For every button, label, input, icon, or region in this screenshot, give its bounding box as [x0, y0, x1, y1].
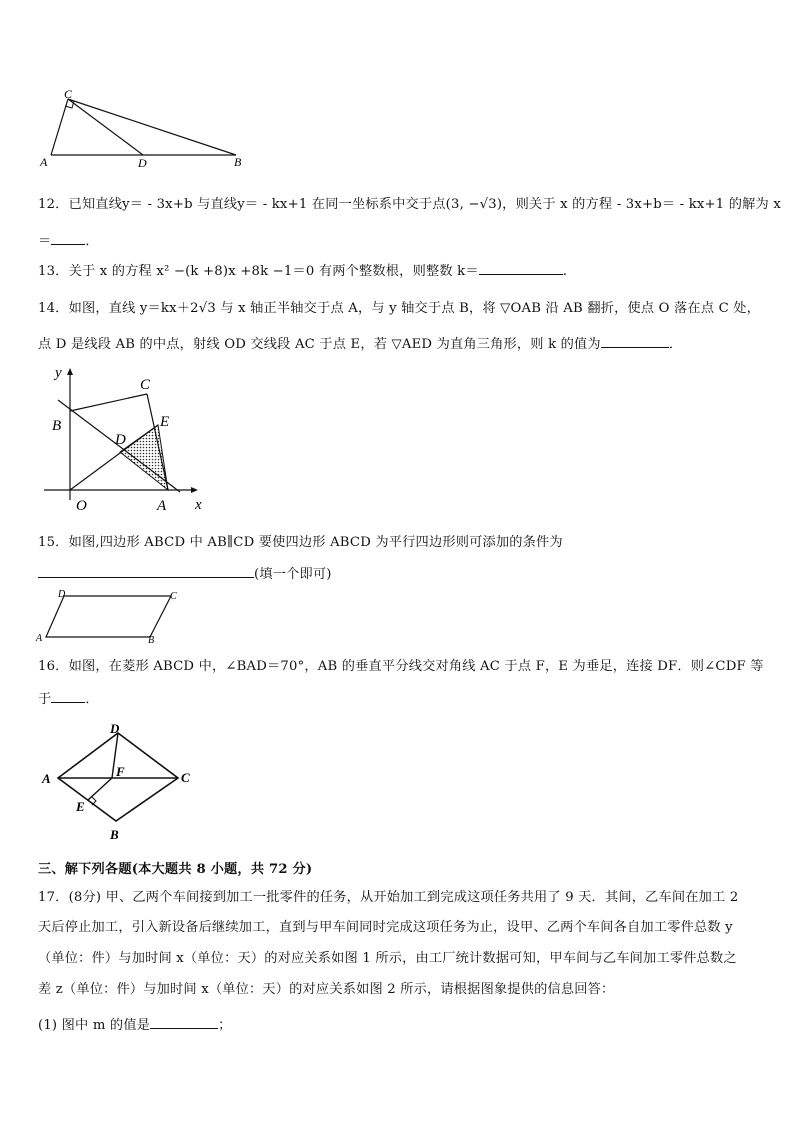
q16-text: 于: [38, 692, 52, 707]
label-b: B: [148, 635, 155, 646]
question-17-line-2: 天后停止加工，引入新设备后继续加工，直到与甲车间同时完成这项任务为止，设甲、乙两个车间各自加工零件总数 y: [38, 920, 733, 935]
q13-end: .: [562, 264, 568, 279]
coordinate-figure-q14: [40, 362, 220, 514]
triangle-figure-q11: [36, 86, 250, 172]
question-14-line-1: 14．如图，直线 y＝kx＋2√3 与 x 轴正半轴交于点 A，与 y 轴交于点 B，将 ▽OAB 沿 AB 翻折，使点 O 落在点 C 处，: [38, 301, 761, 316]
question-17-line-4: 差 z（单位：件）与加时间 x（单位：天）的对应关系如图 2 所示，请根据图象提供的信息回答：: [38, 982, 615, 997]
label-a: A: [42, 771, 51, 786]
label-x-axis: x: [195, 497, 202, 513]
label-f: F: [116, 764, 125, 779]
question-17-line-1: 17．(8分) 甲、乙两个车间接到加工一批零件的任务，从开始加工到完成这项任务共用了 9 天．其间，乙车间在加工 2: [38, 890, 739, 905]
answer-blank-q13: [479, 262, 563, 275]
q12-equals: ＝: [38, 234, 52, 249]
q14-text: 点 D 是线段 AB 的中点，射线 OD 交线段 AC 于点 E，若 ▽AED 为直角三角形，则 k 的值为: [38, 337, 601, 352]
label-a: A: [157, 498, 167, 514]
question-12-line-2: [38, 230, 99, 249]
label-o: O: [76, 498, 87, 514]
label-c: C: [170, 591, 177, 602]
q15-hint: (填一个即可): [254, 567, 332, 582]
label-d: D: [115, 432, 126, 448]
q12-end: ．: [85, 234, 99, 249]
label-d: D: [110, 721, 120, 736]
q17-sub1-text: (1) 图中 m 的值是: [38, 1018, 151, 1033]
label-a: A: [36, 633, 43, 644]
answer-blank-q15: [38, 565, 254, 578]
q13-text: 13．关于 x 的方程 x² −(k +8)x +8k −1＝0 有两个整数根，则整数 k＝: [38, 264, 479, 279]
label-b: B: [234, 155, 242, 169]
rhombus-figure-q16: [38, 718, 198, 842]
label-e: E: [76, 799, 85, 814]
question-16-line-1: 16．如图，在菱形 ABCD 中，∠BAD＝70°，AB 的垂直平分线交对角线 AC 于点 F，E 为垂足，连接 DF．则∠CDF 等: [38, 659, 764, 674]
q17-sub1-end: ；: [218, 1018, 232, 1033]
question-15-line-2: [38, 563, 332, 582]
answer-blank-q12: [51, 232, 85, 245]
question-15-line-1: 15．如图,四边形 ABCD 中 AB∥CD 要使四边形 ABCD 为平行四边形则可添加的条件为: [38, 535, 563, 550]
question-14-line-2: [38, 333, 682, 352]
label-a: A: [40, 155, 48, 169]
question-17-sub-1: [38, 1014, 232, 1033]
q16-end: ．: [85, 692, 99, 707]
label-c: C: [64, 87, 73, 101]
section-3-heading: 三、解下列各题(本大题共 8 小题，共 72 分): [38, 862, 313, 877]
question-17-line-3: （单位：件）与加时间 x（单位：天）的对应关系如图 1 所示，由工厂统计数据可知，甲车间与乙车间加工零件总数之: [38, 951, 737, 966]
q14-end: ．: [668, 337, 683, 352]
answer-blank-q16: [51, 690, 85, 703]
label-e: E: [160, 414, 170, 430]
label-c: C: [140, 377, 151, 393]
parallelogram-figure-q15: [34, 586, 184, 646]
answer-blank-q17-1: [150, 1016, 218, 1029]
label-y-axis: y: [55, 365, 62, 381]
question-16-line-2: [38, 688, 99, 707]
label-c: C: [181, 770, 190, 785]
label-d: D: [138, 156, 147, 170]
label-b: B: [52, 418, 62, 434]
question-12-line-1: 12．已知直线y＝ - 3x+b 与直线y＝ - kx+1 在同一坐标系中交于点(3, −√3)，则关于 x 的方程 - 3x+b＝ - kx+1 的解为 x: [38, 197, 781, 212]
question-13: [38, 260, 567, 279]
label-b: B: [110, 827, 119, 842]
label-d: D: [58, 589, 66, 600]
answer-blank-q14: [601, 335, 669, 348]
